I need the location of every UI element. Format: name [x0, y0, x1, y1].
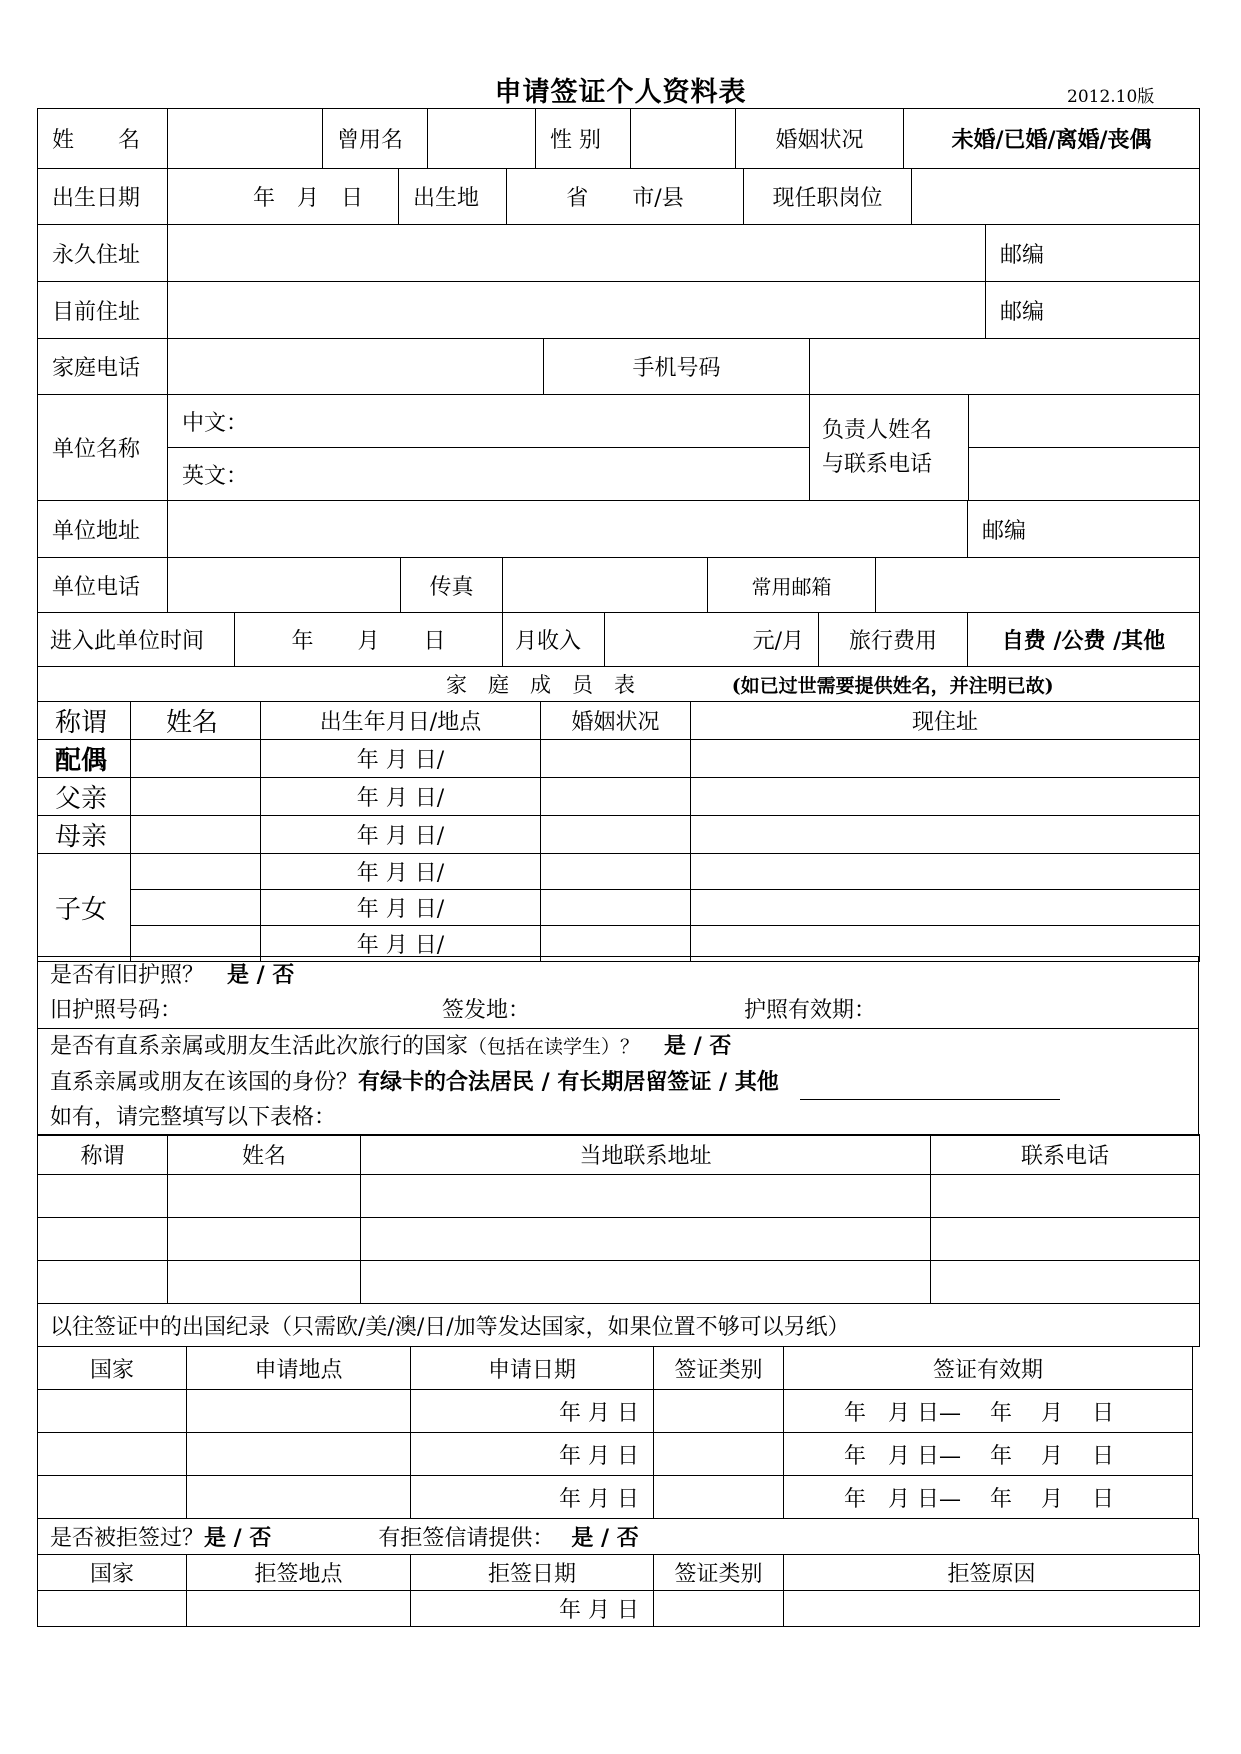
page-title: 申请签证个人资料表 — [494, 77, 747, 108]
child3-birth-field[interactable]: 年 月 日/ — [261, 926, 541, 962]
join-time-label: 进入此单位时间 — [38, 613, 235, 667]
old-passport-number-label: 旧护照号码： — [50, 997, 183, 1023]
permanent-postcode-label[interactable]: 邮编 — [986, 225, 1200, 282]
english-label: 英文： — [182, 463, 249, 489]
refusal-letter-yes-no[interactable]: 是 / 否 — [571, 1525, 639, 1551]
position-field[interactable] — [912, 169, 1200, 225]
history-place-field[interactable] — [187, 1433, 411, 1476]
travel-history-table — [37, 1346, 1193, 1519]
history-type-field[interactable] — [654, 1390, 784, 1433]
passport-table — [37, 956, 1199, 1029]
family-header-name: 姓名 — [131, 702, 261, 740]
company-address-field[interactable] — [168, 501, 968, 558]
refusal-table — [37, 1554, 1200, 1627]
refusal-yes-no[interactable]: 是 / 否 — [204, 1525, 272, 1551]
marital-label: 婚姻状况 — [736, 109, 904, 169]
relatives-yes-no[interactable]: 是 / 否 — [664, 1033, 732, 1059]
employment-table — [37, 612, 1200, 667]
address-table — [37, 224, 1200, 339]
current-postcode-label[interactable]: 邮编 — [986, 282, 1200, 339]
permanent-address-field[interactable] — [168, 225, 986, 282]
history-header-date: 申请日期 — [411, 1347, 654, 1390]
family-header-marital: 婚姻状况 — [541, 702, 691, 740]
refusal-header-country: 国家 — [38, 1555, 187, 1591]
child1-marital-field[interactable] — [541, 854, 691, 890]
passport-validity-label: 护照有效期： — [744, 997, 877, 1023]
old-passport-question: 是否有旧护照？ — [50, 962, 205, 988]
refusal-header-type: 签证类别 — [654, 1555, 784, 1591]
relatives-cell[interactable] — [931, 1218, 1200, 1261]
birth-date-label: 出生日期 — [38, 169, 168, 225]
old-passport-yes-no[interactable]: 是 / 否 — [227, 961, 295, 988]
family-heading — [38, 667, 1200, 702]
family-header-birth: 出生年月日/地点 — [261, 702, 541, 740]
relatives-status-options[interactable]: 有绿卡的合法居民 / 有长期居留签证 / 其他 — [358, 1069, 779, 1095]
relatives-header-address: 当地联系地址 — [361, 1135, 931, 1175]
relatives-cell[interactable] — [361, 1175, 931, 1218]
manager-label — [810, 395, 969, 501]
relatives-cell[interactable] — [38, 1218, 168, 1261]
travel-history-heading: 以往签证中的出国纪录（只需欧/美/澳/日/加等发达国家，如果位置不够可以另纸） — [38, 1304, 1200, 1347]
relatives-cell[interactable] — [38, 1261, 168, 1304]
refusal-reason-field[interactable] — [784, 1591, 1200, 1627]
relatives-row — [38, 1175, 1200, 1218]
company-address-label: 单位地址 — [38, 501, 168, 558]
child2-birth-field[interactable]: 年 月 日/ — [261, 890, 541, 926]
company-name-label: 单位名称 — [38, 395, 168, 501]
relatives-block-table — [37, 1028, 1199, 1136]
relatives-table — [37, 1134, 1200, 1347]
refusal-row — [38, 1591, 1200, 1627]
email-field[interactable] — [876, 558, 1200, 613]
child2-address-field[interactable] — [691, 890, 1200, 926]
relatives-header-name: 姓名 — [168, 1135, 361, 1175]
relatives-cell[interactable] — [168, 1261, 361, 1304]
mother-birth-field[interactable]: 年 月 日/ — [261, 816, 541, 854]
home-phone-label: 家庭电话 — [38, 339, 168, 395]
mother-address-field[interactable] — [691, 816, 1200, 854]
travel-cost-label: 旅行费用 — [819, 613, 968, 667]
marital-options[interactable]: 未婚/已婚/离婚/丧偶 — [904, 109, 1200, 169]
name-label: 姓 名 — [38, 109, 168, 169]
history-validity-field[interactable]: 年 月 日— 年 月 日 — [784, 1390, 1193, 1433]
refusal-place-field[interactable] — [187, 1591, 411, 1627]
history-date-field[interactable]: 年 月 日 — [411, 1390, 654, 1433]
income-field[interactable]: 元/月 — [605, 613, 819, 667]
relatives-cell[interactable] — [168, 1175, 361, 1218]
relatives-row — [38, 1261, 1200, 1304]
relatives-header-relation: 称谓 — [38, 1135, 168, 1175]
refusal-header-reason: 拒签原因 — [784, 1555, 1200, 1591]
spouse-marital-field[interactable] — [541, 740, 691, 778]
history-type-field[interactable] — [654, 1433, 784, 1476]
history-country-field[interactable] — [38, 1433, 187, 1476]
history-validity-field[interactable]: 年 月 日— 年 月 日 — [784, 1476, 1193, 1519]
spouse-birth-field[interactable]: 年 月 日/ — [261, 740, 541, 778]
relatives-cell[interactable] — [931, 1175, 1200, 1218]
relatives-header-phone: 联系电话 — [931, 1135, 1200, 1175]
refusal-question: 是否被拒签过？ — [50, 1526, 205, 1551]
current-address-field[interactable] — [168, 282, 986, 339]
refusal-letter-question: 有拒签信请提供： — [378, 1526, 555, 1551]
birth-place-label: 出生地 — [399, 169, 507, 225]
home-phone-field[interactable] — [168, 339, 544, 395]
child2-name-field[interactable] — [131, 890, 261, 926]
birth-place-field[interactable]: 省 市/县 — [507, 169, 744, 225]
fax-field[interactable] — [503, 558, 708, 613]
income-label: 月收入 — [503, 613, 605, 667]
refusal-country-field[interactable] — [38, 1591, 187, 1627]
refusal-type-field[interactable] — [654, 1591, 784, 1627]
relatives-status-question: 直系亲属或朋友在该国的身份？ — [50, 1070, 359, 1095]
family-note: (如已过世需要提供姓名，并注明已故) — [731, 675, 1054, 697]
manager-label-line1: 负责人姓名 — [822, 417, 933, 443]
manager-label-line2: 与联系电话 — [822, 451, 933, 477]
refusal-header-date: 拒签日期 — [411, 1555, 654, 1591]
father-birth-field[interactable]: 年 月 日/ — [261, 778, 541, 816]
history-row — [38, 1390, 1193, 1433]
current-address-label: 目前住址 — [38, 282, 168, 339]
company-address-table — [37, 500, 1200, 558]
spouse-address-field[interactable] — [691, 740, 1200, 778]
child2-marital-field[interactable] — [541, 890, 691, 926]
company-postcode-label[interactable]: 邮编 — [968, 501, 1200, 558]
company-name-en-field[interactable] — [168, 448, 810, 501]
history-header-place: 申请地点 — [187, 1347, 411, 1390]
history-header-validity: 签证有效期 — [784, 1347, 1193, 1390]
fax-label: 传真 — [401, 558, 503, 613]
former-name-label: 曾用名 — [323, 109, 428, 169]
family-father-label: 父亲 — [38, 778, 131, 816]
family-spouse-label: 配偶 — [38, 740, 131, 778]
mobile-field[interactable] — [810, 339, 1200, 395]
history-header-type: 签证类别 — [654, 1347, 784, 1390]
passport-block — [38, 957, 1199, 1029]
history-row — [38, 1433, 1193, 1476]
position-label: 现任职岗位 — [744, 169, 912, 225]
father-marital-field[interactable] — [541, 778, 691, 816]
manager-name-field[interactable] — [969, 395, 1200, 448]
family-children-label: 子女 — [38, 854, 131, 962]
company-phone-table — [37, 557, 1200, 613]
history-place-field[interactable] — [187, 1390, 411, 1433]
family-heading-text: 家 庭 成 员 表 — [446, 673, 635, 697]
refusal-question-table — [37, 1518, 1199, 1555]
refusal-question-row — [38, 1519, 1199, 1555]
mother-name-field[interactable] — [131, 816, 261, 854]
basic-info-row2 — [37, 168, 1200, 225]
issue-place-label: 签发地： — [442, 997, 531, 1023]
history-row — [38, 1476, 1193, 1519]
child1-birth-field[interactable]: 年 月 日/ — [261, 854, 541, 890]
father-address-field[interactable] — [691, 778, 1200, 816]
phone-table — [37, 338, 1200, 395]
history-country-field[interactable] — [38, 1390, 187, 1433]
relatives-cell[interactable] — [361, 1261, 931, 1304]
refusal-header-place: 拒签地点 — [187, 1555, 411, 1591]
family-mother-label: 母亲 — [38, 816, 131, 854]
family-table — [37, 666, 1200, 962]
relatives-cell[interactable] — [361, 1218, 931, 1261]
relatives-question: 是否有直系亲属或朋友生活此次旅行的国家 — [50, 1034, 469, 1059]
gender-field[interactable] — [631, 109, 736, 169]
company-name-cn-field[interactable] — [168, 395, 810, 448]
family-header-relation: 称谓 — [38, 702, 131, 740]
manager-phone-field[interactable] — [969, 448, 1200, 501]
child1-name-field[interactable] — [131, 854, 261, 890]
history-validity-field[interactable]: 年 月 日— 年 月 日 — [784, 1433, 1193, 1476]
relatives-block — [38, 1029, 1199, 1136]
history-date-field[interactable]: 年 月 日 — [411, 1433, 654, 1476]
refusal-date-field[interactable]: 年 月 日 — [411, 1591, 654, 1627]
form-version: 2012.10版 — [1067, 87, 1155, 107]
relatives-cell[interactable] — [38, 1175, 168, 1218]
history-country-field[interactable] — [38, 1476, 187, 1519]
relatives-fill-note: 如有，请完整填写以下表格： — [50, 1105, 337, 1130]
birth-date-field[interactable]: 年 月 日 — [168, 169, 399, 225]
relatives-cell[interactable] — [168, 1218, 361, 1261]
travel-cost-options[interactable]: 自费 /公费 /其他 — [968, 613, 1200, 667]
history-header-country: 国家 — [38, 1347, 187, 1390]
company-phone-label: 单位电话 — [38, 558, 168, 613]
history-place-field[interactable] — [187, 1476, 411, 1519]
relatives-cell[interactable] — [931, 1261, 1200, 1304]
basic-info-table — [37, 108, 1200, 169]
child1-address-field[interactable] — [691, 854, 1200, 890]
company-phone-field[interactable] — [168, 558, 401, 613]
join-date-field[interactable]: 年 月 日 — [235, 613, 503, 667]
relatives-other-line[interactable] — [800, 1079, 1060, 1100]
name-field[interactable] — [168, 109, 323, 169]
history-type-field[interactable] — [654, 1476, 784, 1519]
chinese-label: 中文： — [182, 410, 249, 436]
spouse-name-field[interactable] — [131, 740, 261, 778]
gender-label: 性 别 — [536, 109, 631, 169]
family-header-address: 现住址 — [691, 702, 1200, 740]
history-date-field[interactable]: 年 月 日 — [411, 1476, 654, 1519]
father-name-field[interactable] — [131, 778, 261, 816]
email-label: 常用邮箱 — [708, 558, 876, 613]
mobile-label: 手机号码 — [544, 339, 810, 395]
mother-marital-field[interactable] — [541, 816, 691, 854]
permanent-address-label: 永久住址 — [38, 225, 168, 282]
relatives-row — [38, 1218, 1200, 1261]
company-table — [37, 394, 1200, 501]
former-name-field[interactable] — [428, 109, 536, 169]
relatives-question-note: （包括在读学生）？ — [468, 1036, 640, 1058]
